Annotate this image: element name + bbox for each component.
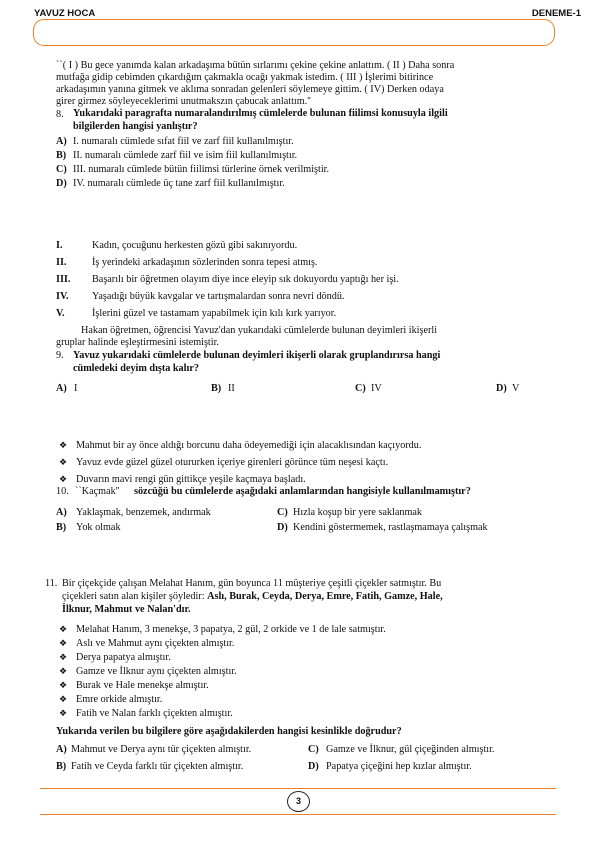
- diamond-bullet-icon: ❖: [59, 625, 68, 635]
- q10-option-letter: B): [56, 522, 67, 533]
- q8-option-letter: B): [56, 150, 67, 161]
- q9-roman: II.: [56, 257, 67, 268]
- q9-option-b[interactable]: II: [228, 383, 235, 394]
- q11-names: İlknur, Mahmut ve Nalan'dır.: [62, 604, 191, 615]
- q11-clue: Melahat Hanım, 3 menekşe, 3 papatya, 2 gül, 2 orkide ve 1 de lale satmıştır.: [76, 624, 386, 635]
- diamond-bullet-icon: ❖: [59, 709, 68, 719]
- q10-option-d[interactable]: Kendini göstermemek, rastlaşmamaya çalışmak: [293, 522, 488, 533]
- q11-option-letter: C): [308, 744, 319, 755]
- page-number: 3: [287, 791, 310, 812]
- q9-sentence: İşlerini güzel ve tastamam yapabilmek için kılı kırk yarıyor.: [92, 308, 337, 319]
- q9-roman: III.: [56, 274, 71, 285]
- diamond-bullet-icon: ❖: [59, 681, 68, 691]
- q10-sentence: Yavuz evde güzel güzel otururken içeriye girenleri görünce tüm neşesi kaçtı.: [76, 457, 389, 468]
- q9-number: 9.: [56, 350, 64, 361]
- q11-option-b[interactable]: Fatih ve Ceyda farklı tür çiçekten almıştır.: [71, 761, 244, 772]
- q8-option-d[interactable]: IV. numaralı cümlede üç tane zarf fiil kullanılmıştır.: [73, 178, 285, 189]
- q9-option-letter: D): [496, 383, 507, 394]
- q11-clue: Gamze ve İlknur aynı çiçekten almıştır.: [76, 666, 237, 677]
- q10-option-letter: A): [56, 507, 67, 518]
- q10-option-letter: D): [277, 522, 288, 533]
- q11-option-letter: B): [56, 761, 67, 772]
- q9-roman: IV.: [56, 291, 69, 302]
- q11-option-d[interactable]: Papatya çiçeğini hep kızlar almıştır.: [326, 761, 472, 772]
- diamond-bullet-icon: ❖: [59, 639, 68, 649]
- diamond-bullet-icon: ❖: [59, 458, 68, 468]
- header-right-title: DENEME-1: [531, 8, 581, 19]
- q10-number: 10.: [56, 486, 69, 497]
- q9-sentence: Başarılı bir öğretmen olayım diye ince eleyip sık dokuyordu yaptığı her işi.: [92, 274, 399, 285]
- diamond-bullet-icon: ❖: [59, 667, 68, 677]
- q9-roman: I.: [56, 240, 63, 251]
- q11-stem: Yukarıda verilen bu bilgilere göre aşağıdakilerden hangisi kesinlikle doğrudur?: [56, 726, 402, 737]
- q10-option-b[interactable]: Yok olmak: [76, 522, 121, 533]
- q8-option-c[interactable]: III. numaralı cümlede bütün fiilimsi türlerine örnek verilmiştir.: [73, 164, 330, 175]
- q9-option-letter: C): [355, 383, 366, 394]
- footer-divider: [40, 814, 556, 815]
- diamond-bullet-icon: ❖: [59, 653, 68, 663]
- q9-stem: Yavuz yukarıdaki cümlelerde bulunan deyimleri ikişerli olarak gruplandırırsa hangi: [73, 350, 441, 361]
- q9-intro: Hakan öğretmen, öğrencisi Yavuz'dan yukarıdaki cümlelerde bulunan deyimleri ikişerli: [81, 325, 438, 336]
- q11-clue: Fatih ve Nalan farklı çiçekten almıştır.: [76, 708, 233, 719]
- q11-option-c[interactable]: Gamze ve İlknur, gül çiçeğinden almıştır.: [326, 744, 495, 755]
- q10-option-a[interactable]: Yaklaşmak, benzemek, andırmak: [76, 507, 211, 518]
- q8-passage-line: mutfağa gidip cebimden çıkardığım çakmakla ocağı yakmak istedim. ( III ) İşlerimi bitirince: [56, 72, 434, 83]
- q8-passage-line: arkadaşımın yanına gitmek ve aklıma sonradan gelenleri söylemeye gittim. ( IV) Derken odaya: [56, 84, 444, 95]
- diamond-bullet-icon: ❖: [59, 441, 68, 451]
- q8-stem: Yukarıdaki paragrafta numaralandırılmış cümlelerde bulunan fiilimsi konusuyla ilgili: [73, 108, 448, 119]
- footer-divider: [40, 788, 556, 789]
- q9-stem: cümledeki deyim dışta kalır?: [73, 363, 199, 374]
- q10-option-letter: C): [277, 507, 288, 518]
- q8-passage-line: ``( I ) Bu gece yanımda kalan arkadaşıma bütün sırlarımı çekine çekine anlattım. ( II ) Daha sonra: [56, 60, 455, 71]
- q9-sentence: Kadın, çocuğunu herkesten gözü gibi sakınıyordu.: [92, 240, 298, 251]
- page-header: [33, 19, 555, 46]
- q11-intro-plain: çiçekleri satın alan kişiler şöyledir:: [62, 591, 208, 602]
- q11-clue: Aslı ve Mahmut aynı çiçekten almıştır.: [76, 638, 235, 649]
- diamond-bullet-icon: ❖: [59, 475, 68, 485]
- q8-option-letter: C): [56, 164, 67, 175]
- q10-option-c[interactable]: Hızla koşup bir yere saklanmak: [293, 507, 423, 518]
- q11-intro: Bir çiçekçide çalışan Melahat Hanım, gün boyunca 11 müşteriye çeşitli çiçekler satmıştır. Bu: [62, 578, 442, 589]
- q8-option-letter: A): [56, 136, 67, 147]
- q10-sentence: Mahmut bir ay önce aldığı borcunu daha ödeyemediği için alacaklısından kaçıyordu.: [76, 440, 422, 451]
- q8-stem: bilgilerden hangisi yanlıştır?: [73, 121, 198, 132]
- q8-option-letter: D): [56, 178, 67, 189]
- q11-option-letter: D): [308, 761, 319, 772]
- q10-stem: sözcüğü bu cümlelerde aşağıdaki anlamlarından hangisiyle kullanılmamıştır?: [134, 486, 471, 497]
- q11-intro: [62, 591, 443, 603]
- q8-option-a[interactable]: I. numaralı cümlede sıfat fiil ve zarf fiil kullanılmıştır.: [73, 136, 294, 147]
- q10-stem-quote: ``Kaçmak'': [75, 486, 120, 497]
- q8-passage-line: girer girmez söyleyeceklerimi unutmakszın çabucak anlattım.'': [56, 96, 311, 107]
- q8-option-b[interactable]: II. numaralı cümlede zarf fiil ve isim fiil kullanılmıştır.: [73, 150, 298, 161]
- q11-option-a[interactable]: Mahmut ve Derya aynı tür çiçekten almıştır.: [71, 744, 252, 755]
- q9-option-c[interactable]: IV: [371, 383, 382, 394]
- header-left-title: YAVUZ HOCA: [34, 8, 96, 19]
- q11-option-letter: A): [56, 744, 67, 755]
- q8-number: 8.: [56, 109, 64, 120]
- q11-clue: Derya papatya almıştır.: [76, 652, 171, 663]
- q9-intro: gruplar halinde eşleştirmesini istemiştir.: [56, 337, 219, 348]
- q9-option-a[interactable]: I: [74, 383, 78, 394]
- q9-option-d[interactable]: V: [512, 383, 520, 394]
- q11-clue: Emre orkide almıştır.: [76, 694, 163, 705]
- q10-sentence: Duvarın mavi rengi gün gittikçe yeşile kaçmaya başladı.: [76, 474, 306, 485]
- q9-option-letter: A): [56, 383, 67, 394]
- q9-roman: V.: [56, 308, 65, 319]
- q9-sentence: Yaşadığı büyük kavgalar ve tartışmalardan sonra nevri döndü.: [92, 291, 345, 302]
- diamond-bullet-icon: ❖: [59, 695, 68, 705]
- q11-clue: Burak ve Hale menekşe almıştır.: [76, 680, 209, 691]
- q11-number: 11.: [45, 578, 58, 589]
- q11-names: Aslı, Burak, Ceyda, Derya, Emre, Fatih, Gamze, Hale,: [207, 591, 443, 602]
- q9-option-letter: B): [211, 383, 222, 394]
- q9-sentence: İş yerindeki arkadaşının sözlerinden sonra tepesi atmış.: [92, 257, 318, 268]
